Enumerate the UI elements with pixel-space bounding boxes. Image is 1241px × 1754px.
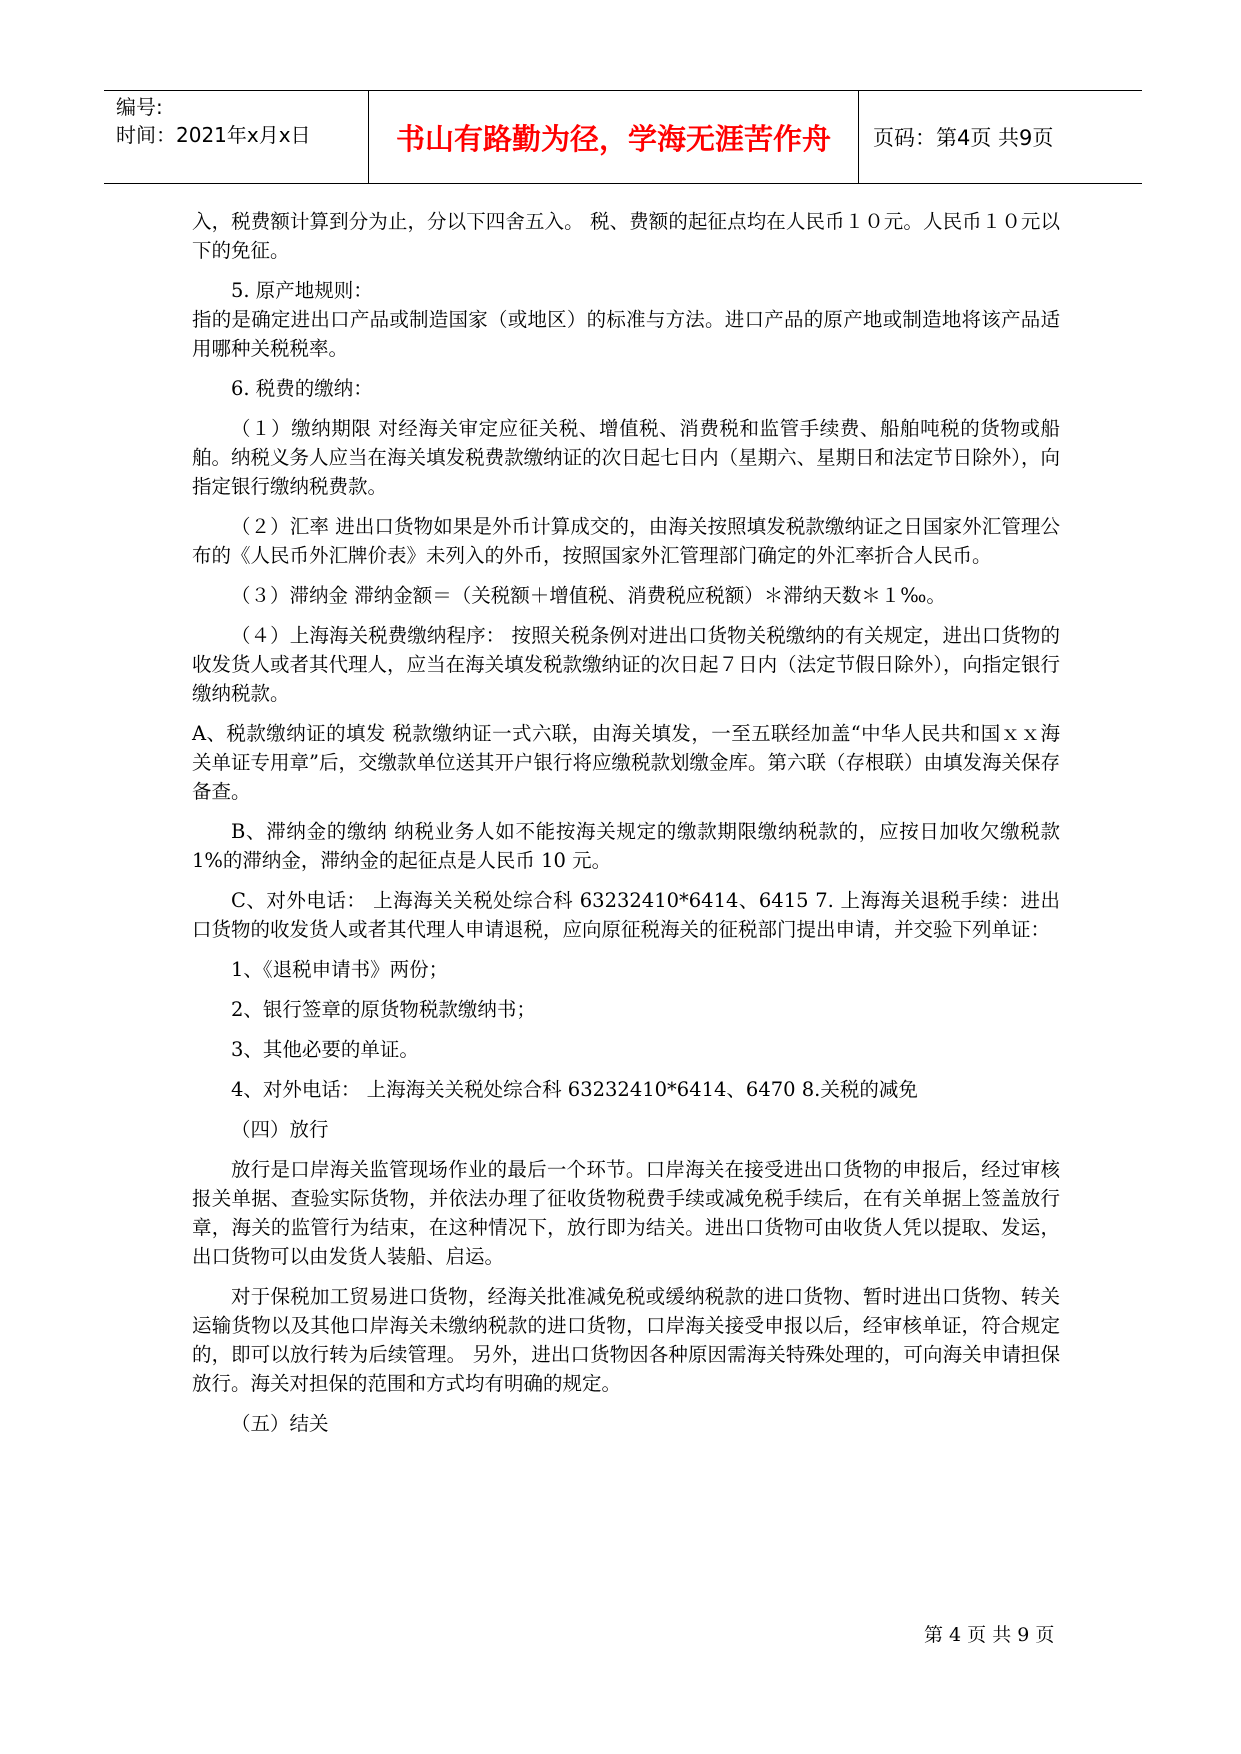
- section-heading: 5. 原产地规则：: [231, 279, 373, 302]
- paragraph: 入，税费额计算到分为止，分以下四舍五入。 税、费额的起征点均在人民币１０元。人民币１０元以下的免征。: [192, 210, 1060, 262]
- document-body: [192, 207, 1060, 1449]
- paragraph: 指的是确定进出口产品或制造国家（或地区）的标准与方法。进口产品的原产地或制造地将该产品适用哪种关税税率。: [192, 308, 1060, 360]
- header-meta: [104, 91, 369, 183]
- paragraph: （４）上海海关税费缴纳程序： 按照关税条例对进出口货物关税缴纳的有关规定，进出口货物的收发货人或者其代理人，应当在海关填发税款缴纳证的次日起７日内（法定节假日除外），向指定银行缴纳税款。: [192, 624, 1060, 705]
- page-footer: 第 4 页 共 9 页: [924, 1624, 1055, 1646]
- list-item: 2、银行签章的原货物税款缴纳书；: [231, 998, 536, 1021]
- section-heading: （五）结关: [231, 1412, 329, 1435]
- paragraph: （１）缴纳期限 对经海关审定应征关税、增值税、消费税和监管手续费、船舶吨税的货物或船舶。纳税义务人应当在海关填发税费款缴纳证的次日起七日内（星期六、星期日和法定节日除外），向指定银行缴纳税费款。: [192, 417, 1060, 498]
- paragraph: 对于保税加工贸易进口货物，经海关批准减免税或缓纳税款的进口货物、暂时进出口货物、转关运输货物以及其他口岸海关未缴纳税款的进口货物，口岸海关接受申报以后，经审核单证，符合规定的，即可以放行转为后续管理。 另外，进出口货物因各种原因需海关特殊处理的，可向海关申请担保放行。海关对担保的范围和方式均有明确的规定。: [192, 1285, 1060, 1395]
- header-slogan: 书山有路勤为径，学海无涯苦作舟: [369, 91, 859, 183]
- paragraph: C、对外电话： 上海海关关税处综合科 63232410*6414、6415 7. 上海海关退税手续：进出口货物的收发货人或者其代理人申请退税，应向原征税海关的征税部门提出申请，并交验下列单证：: [192, 889, 1060, 941]
- list-item: 3、其他必要的单证。: [231, 1038, 419, 1061]
- paragraph: （３）滞纳金 滞纳金额＝（关税额＋增值税、消费税应税额）＊滞纳天数＊１‰。: [231, 584, 946, 607]
- section-heading: 6. 税费的缴纳：: [231, 377, 373, 400]
- document-number-label: 编号:: [116, 95, 163, 119]
- list-item: 1、《退税申请书》两份；: [231, 958, 449, 981]
- document-time-label: 时间：2021年x月x日: [116, 123, 311, 147]
- header-page-code: 页码：第4页 共9页: [873, 126, 1054, 150]
- section-heading: （四）放行: [231, 1118, 329, 1141]
- list-item: 4、对外电话： 上海海关关税处综合科 63232410*6414、6470 8.关税的减免: [231, 1078, 918, 1101]
- paragraph: A、税款缴纳证的填发 税款缴纳证一式六联，由海关填发，一至五联经加盖“中华人民共和国ｘｘ海关单证专用章”后，交缴款单位送其开户银行将应缴税款划缴金库。第六联（存根联）由填发海关保存备查。: [192, 722, 1060, 803]
- paragraph: 放行是口岸海关监管现场作业的最后一个环节。口岸海关在接受进出口货物的申报后，经过审核报关单据、查验实际货物，并依法办理了征收货物税费手续或减免税手续后，在有关单据上签盖放行章，海关的监管行为结束，在这种情况下，放行即为结关。进出口货物可由收货人凭以提取、发运，出口货物可以由发货人装船、启运。: [192, 1158, 1060, 1268]
- paragraph: B、滞纳金的缴纳 纳税业务人如不能按海关规定的缴款期限缴纳税款的，应按日加收欠缴税款 1%的滞纳金，滞纳金的起征点是人民币 10 元。: [192, 820, 1060, 872]
- page-header: [104, 90, 1142, 184]
- paragraph: （２）汇率 进出口货物如果是外币计算成交的，由海关按照填发税款缴纳证之日国家外汇管理公布的《人民币外汇牌价表》未列入的外币，按照国家外汇管理部门确定的外汇率折合人民币。: [192, 515, 1060, 567]
